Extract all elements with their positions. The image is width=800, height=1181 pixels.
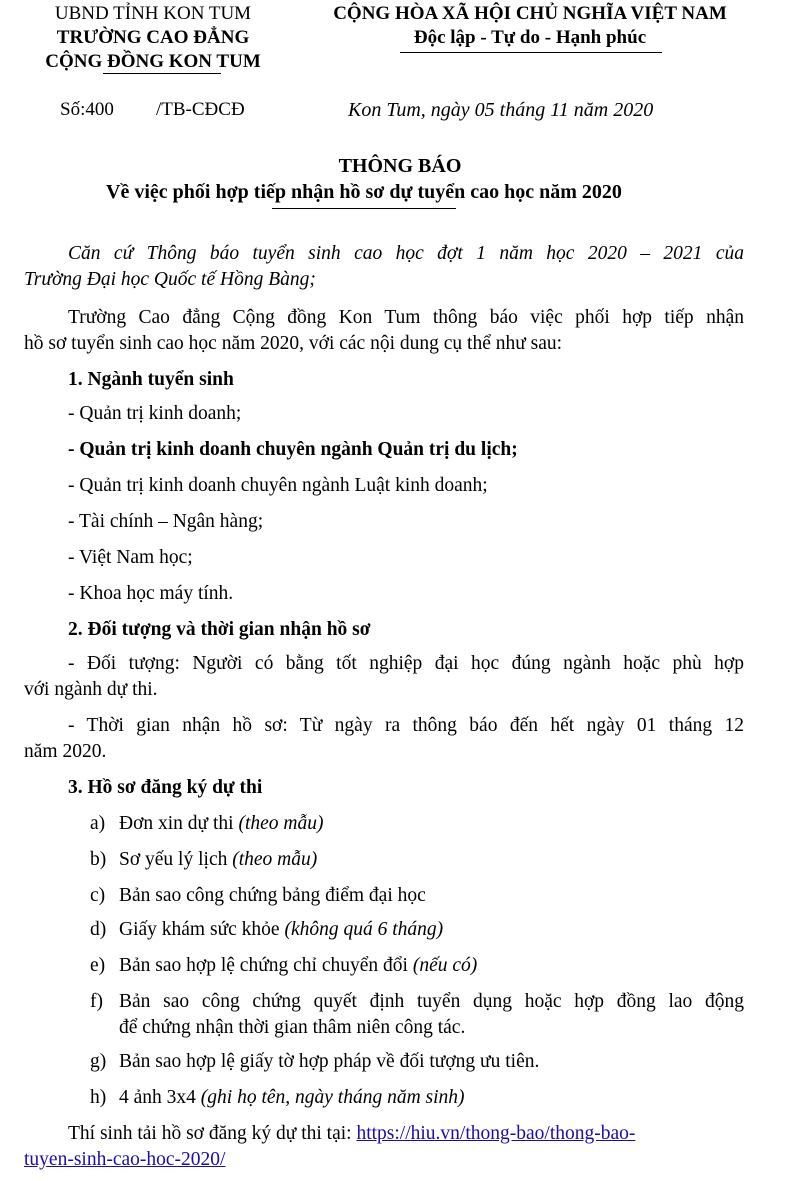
target-line-2: với ngành dự thi. (24, 679, 158, 700)
intro-line-1: Trường Cao đẳng Cộng đồng Kon Tum thông báo việc phối hợp tiếp nhận (68, 307, 744, 328)
item-letter: d) (90, 919, 107, 940)
item-text-wrap (119, 954, 477, 978)
item-note: (theo mẫu) (238, 813, 324, 834)
item-text: 4 ảnh 3x4 (119, 1087, 201, 1108)
item-text-wrap (119, 812, 324, 836)
item-text-line-2: để chứng nhận thời gian thâm niên công tác. (119, 1017, 466, 1038)
download-line (68, 1122, 635, 1146)
org-line-3: CỘNG ĐỒNG KON TUM (45, 51, 261, 72)
item-text: Bản sao công chứng bảng điểm đại học (119, 885, 426, 906)
major-item: - Khoa học máy tính. (68, 583, 234, 604)
section-1-heading: 1. Ngành tuyển sinh (68, 369, 234, 390)
item-text: Sơ yếu lý lịch (119, 849, 233, 870)
notice-subject: Về việc phối hợp tiếp nhận hồ sơ dự tuyển cao học năm 2020 (106, 181, 622, 203)
nation-line-1: CỘNG HÒA XÃ HỘI CHỦ NGHĨA VIỆT NAM (333, 3, 727, 24)
item-text-line-1: Bản sao công chứng quyết định tuyển dụng hoặc hợp đồng lao động (119, 991, 744, 1012)
item-text: Bản sao hợp lệ chứng chỉ chuyển đổi (119, 955, 413, 976)
download-link-line-2 (24, 1148, 225, 1172)
time-line-1: - Thời gian nhận hồ sơ: Từ ngày ra thông báo đến hết ngày 01 tháng 12 (68, 715, 744, 736)
major-item: - Quản trị kinh doanh; (68, 403, 242, 424)
item-text: Bản sao hợp lệ giấy tờ hợp pháp về đối tượng ưu tiên. (119, 1051, 540, 1072)
download-link-part-2[interactable]: tuyen-sinh-cao-hoc-2020/ (24, 1149, 226, 1170)
item-text-wrap (119, 884, 426, 908)
item-letter: c) (90, 885, 106, 906)
time-line-2: năm 2020. (24, 741, 107, 762)
item-text-wrap (119, 1050, 539, 1074)
motto-underline (400, 52, 662, 53)
item-letter: a) (90, 813, 106, 834)
title-underline (272, 208, 456, 209)
target-line-1: - Đối tượng: Người có bằng tốt nghiệp đại học đúng ngành hoặc phù hợp (68, 653, 744, 674)
nation-line-2: Độc lập - Tự do - Hạnh phúc (413, 27, 647, 48)
item-text-wrap (119, 1086, 465, 1110)
document-item (0, 990, 800, 1042)
org-underline (103, 73, 221, 74)
item-letter: f) (90, 991, 103, 1012)
place-date: Kon Tum, ngày 05 tháng 11 năm 2020 (348, 99, 654, 121)
item-letter: g) (90, 1051, 107, 1072)
document-number-suffix: /TB-CĐCĐ (156, 99, 245, 120)
download-text: Thí sinh tải hồ sơ đăng ký dự thi tại: (68, 1123, 357, 1144)
item-letter: h) (90, 1087, 107, 1108)
major-item: - Quản trị kinh doanh chuyên ngành Luật kinh doanh; (68, 475, 488, 496)
major-item: - Việt Nam học; (68, 547, 193, 568)
item-text: Giấy khám sức khỏe (119, 919, 285, 940)
item-text-wrap (119, 918, 443, 942)
intro-line-2: hồ sơ tuyển sinh cao học năm 2020, với các nội dung cụ thể như sau: (24, 333, 563, 354)
basis-line-2: Trường Đại học Quốc tế Hồng Bàng; (24, 269, 316, 290)
major-item: - Tài chính – Ngân hàng; (68, 511, 264, 532)
item-letter: e) (90, 955, 106, 976)
item-text: Đơn xin dự thi (119, 813, 239, 834)
major-item: - Quản trị kinh doanh chuyên ngành Quản trị du lịch; (68, 439, 518, 460)
org-line-1: UBND TỈNH KON TUM (54, 3, 252, 24)
item-letter: b) (90, 849, 107, 870)
item-note: (theo mẫu) (232, 849, 318, 870)
item-text-wrap (119, 848, 317, 872)
org-line-2: TRƯỜNG CAO ĐẲNG (56, 27, 250, 48)
item-note: (ghi họ tên, ngày tháng năm sinh) (200, 1087, 465, 1108)
document-number: Số:400 (60, 99, 114, 120)
item-note: (nếu có) (412, 955, 478, 976)
section-3-heading: 3. Hồ sơ đăng ký dự thi (68, 777, 263, 798)
section-2-heading: 2. Đối tượng và thời gian nhận hồ sơ (68, 619, 371, 640)
notice-title: THÔNG BÁO (338, 155, 462, 177)
download-link-part-1[interactable]: https://hiu.vn/thong-bao/thong-bao- (356, 1123, 636, 1144)
basis-line-1: Căn cứ Thông báo tuyển sinh cao học đợt 1 năm học 2020 – 2021 của (68, 243, 744, 264)
item-note: (không quá 6 tháng) (284, 919, 444, 940)
